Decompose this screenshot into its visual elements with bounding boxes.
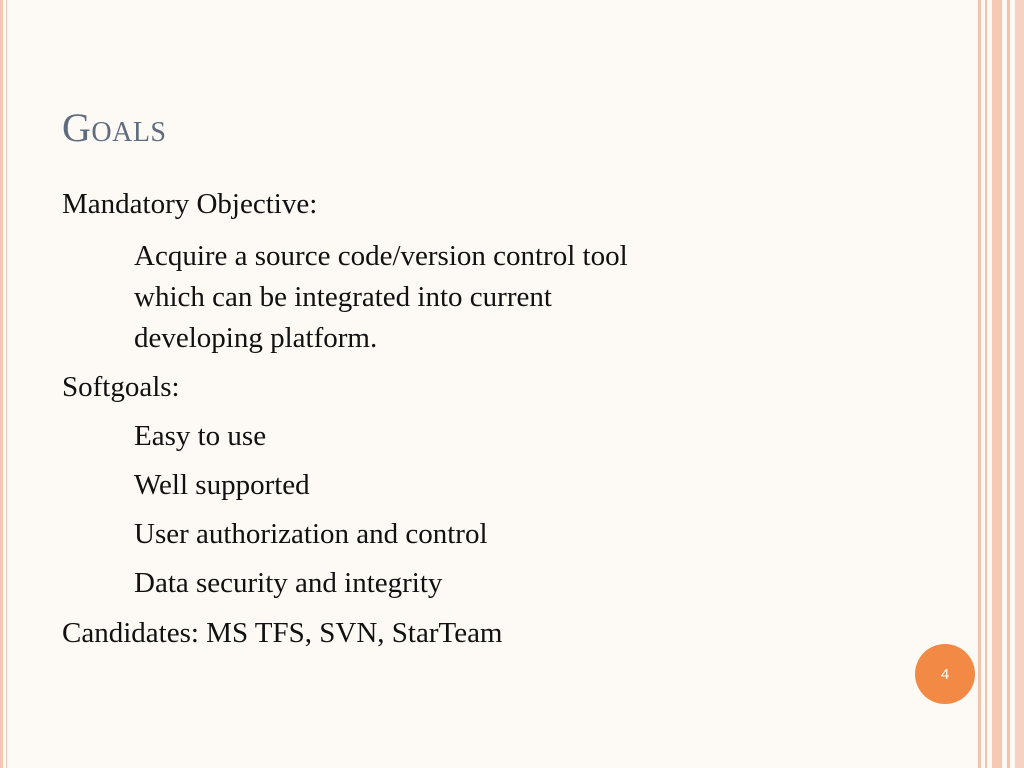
- softgoal-item: Easy to use: [134, 420, 267, 452]
- mandatory-line: Acquire a source code/version control tool: [134, 240, 628, 272]
- page-number: 4: [940, 665, 950, 683]
- border-decoration-left-thin: [6, 0, 7, 768]
- border-decoration-right: [1015, 0, 1024, 768]
- softgoal-item: Well supported: [134, 469, 310, 501]
- border-decoration-right: [992, 0, 1002, 768]
- softgoal-item: User authorization and control: [134, 518, 488, 550]
- softgoals-heading: Softgoals:: [62, 371, 180, 403]
- border-decoration-right: [1007, 0, 1010, 768]
- border-decoration-right: [985, 0, 987, 768]
- softgoal-item: Data security and integrity: [134, 567, 443, 599]
- mandatory-line: which can be integrated into current: [134, 281, 552, 313]
- candidates-line: Candidates: MS TFS, SVN, StarTeam: [62, 617, 503, 649]
- page-number-badge: [915, 644, 975, 704]
- border-decoration-left: [0, 0, 3, 768]
- mandatory-heading: Mandatory Objective:: [62, 188, 318, 220]
- slide-title: Goals: [62, 105, 167, 150]
- border-decoration-right: [978, 0, 981, 768]
- mandatory-line: developing platform.: [134, 322, 378, 354]
